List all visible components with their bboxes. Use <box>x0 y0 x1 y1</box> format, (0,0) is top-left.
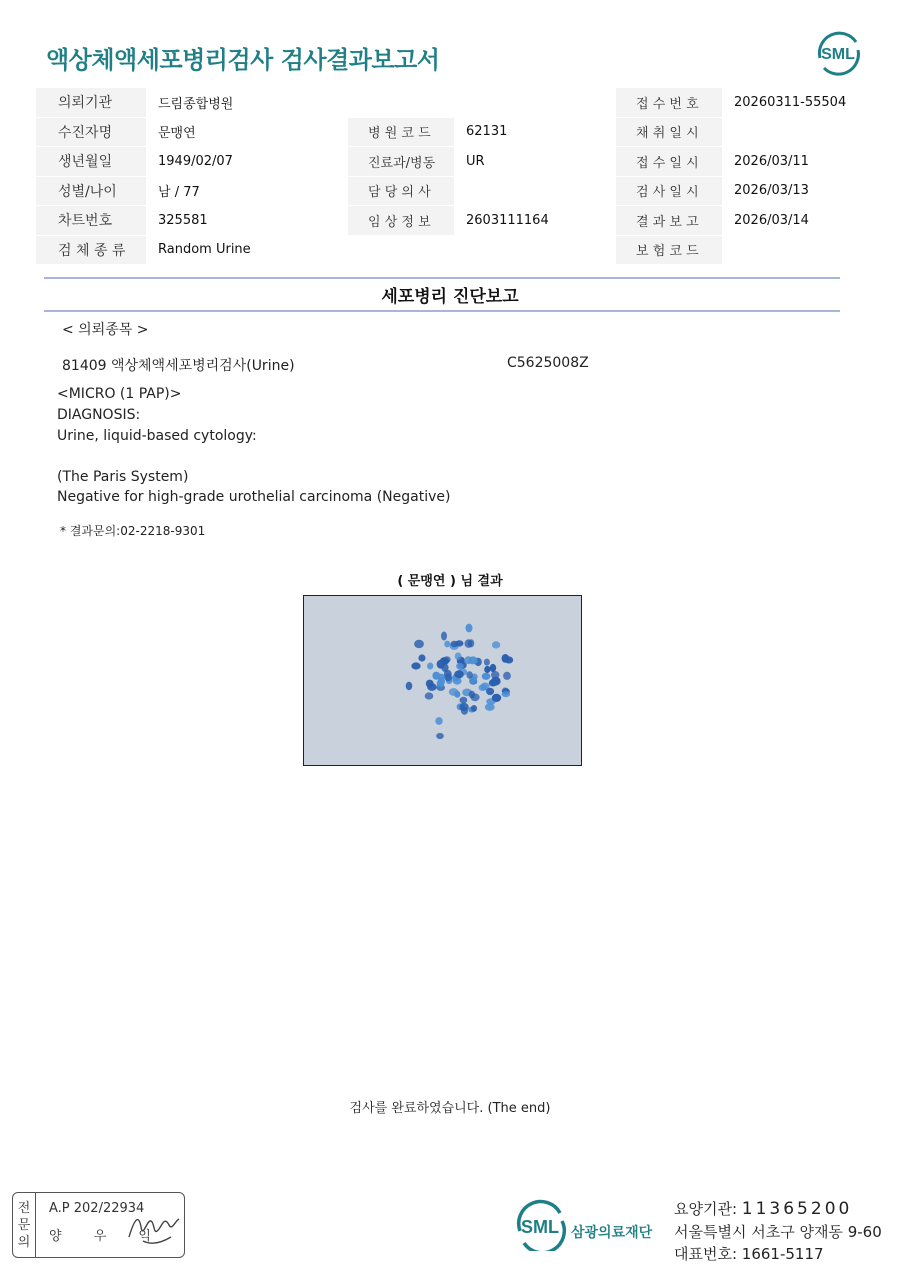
cell-nucleus <box>502 691 510 697</box>
info-value: 드림종합병원 <box>146 88 348 117</box>
info-label: 수진자명 <box>36 117 146 147</box>
photo-caption: ( 문맹연 ) 님 결과 <box>397 574 503 589</box>
sml-footer-logo-icon <box>512 1199 568 1251</box>
cell-nucleus <box>492 641 500 648</box>
cell-nucleus <box>418 654 425 661</box>
info-value: 325581 <box>146 206 348 236</box>
info-value <box>454 88 616 117</box>
info-value: 2026/03/11 <box>722 147 864 177</box>
cell-nucleus <box>444 674 452 682</box>
cell-nucleus <box>486 688 494 695</box>
inquiry-phone: * 결과문의:02-2218-9301 <box>60 524 206 538</box>
info-value: UR <box>454 147 616 177</box>
info-row <box>36 206 864 236</box>
cell-nucleus <box>454 670 464 678</box>
diagnosis-line: (The Paris System) <box>57 469 189 485</box>
info-value <box>722 235 864 265</box>
cell-nucleus <box>406 682 413 690</box>
info-label: 채 취 일 시 <box>616 117 722 147</box>
info-label: 임 상 정 보 <box>348 206 454 236</box>
info-value: 2603111164 <box>454 206 616 236</box>
info-row <box>36 117 864 147</box>
cell-nucleus <box>466 624 473 633</box>
stamp-char: 의 <box>17 1234 31 1250</box>
info-value <box>722 117 864 147</box>
cell-nucleus <box>484 666 490 673</box>
info-label: 병 원 코 드 <box>348 117 454 147</box>
org-code-value: 11365200 <box>741 1199 853 1219</box>
cell-nucleus <box>484 659 490 666</box>
info-value: Random Urine <box>146 235 348 265</box>
info-row <box>36 147 864 177</box>
cell-nucleus <box>453 678 462 685</box>
cell-nucleus <box>492 694 501 702</box>
cell-nucleus <box>425 692 434 699</box>
info-label: 담 당 의 사 <box>348 176 454 206</box>
org-name: 삼광의료재단 <box>571 1225 653 1241</box>
cell-nucleus <box>414 640 424 648</box>
cell-cluster-image <box>304 596 581 765</box>
info-row <box>36 176 864 206</box>
cell-nucleus <box>455 652 462 660</box>
patient-info-table <box>36 88 864 265</box>
signature-icon <box>125 1207 183 1249</box>
cell-nucleus <box>465 639 473 648</box>
info-label: 검 체 종 류 <box>36 235 146 265</box>
info-label: 성별/나이 <box>36 176 146 206</box>
org-address: 서울특별시 서초구 양재동 9-60 <box>674 1223 882 1241</box>
diagnosis-line: <MICRO (1 PAP)> <box>57 386 182 402</box>
info-value <box>454 176 616 206</box>
cell-nucleus <box>479 684 487 691</box>
cell-nucleus <box>427 663 433 670</box>
cell-nucleus <box>440 657 447 663</box>
info-value: 20260311-55504 <box>722 88 864 117</box>
info-label: 접 수 일 시 <box>616 147 722 177</box>
info-value: 문맹연 <box>146 117 348 147</box>
cell-nucleus <box>411 662 420 669</box>
org-phone-value: 1661-5117 <box>741 1245 824 1263</box>
info-label: 보 험 코 드 <box>616 235 722 265</box>
order-code: C5625008Z <box>507 355 589 371</box>
cell-nucleus <box>469 691 475 698</box>
cell-nucleus <box>455 640 463 646</box>
cell-nucleus <box>444 641 450 648</box>
org-code-label: 요양기관: <box>674 1200 738 1218</box>
org-code-line <box>674 1198 852 1219</box>
cell-nucleus <box>460 697 468 704</box>
cell-nucleus <box>441 632 447 641</box>
info-label: 결 과 보 고 <box>616 206 722 236</box>
order-item: 81409 액상체액세포병리검사(Urine) <box>62 358 295 374</box>
info-label: 의뢰기관 <box>36 88 146 117</box>
info-label <box>348 235 454 265</box>
org-phone-line <box>674 1243 824 1264</box>
stamp-ap-number: A.P 202/22934 <box>49 1201 145 1216</box>
end-text: 검사를 완료하였습니다. (The end) <box>349 1101 551 1116</box>
cell-nucleus <box>469 656 478 664</box>
cell-nucleus <box>461 707 468 715</box>
cell-nucleus <box>502 654 510 663</box>
info-value: 2026/03/13 <box>722 176 864 206</box>
info-value: 2026/03/14 <box>722 206 864 236</box>
section-divider-bottom <box>44 310 840 312</box>
info-label <box>348 88 454 117</box>
cell-nucleus <box>437 674 445 682</box>
section-divider-top <box>44 277 840 279</box>
cell-nucleus <box>467 671 473 678</box>
diagnosis-line: Urine, liquid-based cytology: <box>57 428 257 444</box>
info-value: 남 / 77 <box>146 176 348 206</box>
org-phone-label: 대표번호: <box>674 1245 738 1263</box>
stamp-char: 전 <box>17 1200 31 1216</box>
cell-nucleus <box>456 663 464 670</box>
report-title: 액상체액세포병리검사 검사결과보고서 <box>46 46 440 74</box>
info-row <box>36 88 864 117</box>
order-header: < 의뢰종목 > <box>62 322 149 338</box>
info-value: 62131 <box>454 117 616 147</box>
sml-logo-icon <box>812 28 864 76</box>
cell-nucleus <box>482 673 491 680</box>
info-label: 생년월일 <box>36 147 146 177</box>
cell-nucleus <box>454 691 460 698</box>
cytology-photo <box>303 595 582 766</box>
info-value: 1949/02/07 <box>146 147 348 177</box>
stamp-pathologist-name: 양 우 익 <box>49 1229 165 1244</box>
diagnosis-line: DIAGNOSIS: <box>57 407 141 423</box>
svg-text:SML: SML <box>821 46 855 63</box>
cell-nucleus <box>489 679 497 686</box>
pathologist-stamp <box>12 1192 185 1258</box>
info-value <box>454 235 616 265</box>
info-label: 차트번호 <box>36 206 146 236</box>
diagnosis-result: Negative for high-grade urothelial carcinoma (Negative) <box>57 489 451 505</box>
info-label: 진료과/병동 <box>348 147 454 177</box>
info-label: 접 수 번 호 <box>616 88 722 117</box>
cell-nucleus <box>490 664 497 672</box>
cell-nucleus <box>436 733 444 739</box>
cell-nucleus <box>426 680 434 688</box>
section-title: 세포병리 진단보고 <box>381 287 519 307</box>
info-label: 검 사 일 시 <box>616 176 722 206</box>
cell-nucleus <box>503 672 511 680</box>
stamp-char: 문 <box>17 1217 31 1233</box>
info-row <box>36 235 864 265</box>
cell-nucleus <box>435 717 442 725</box>
stamp-side-label <box>13 1193 36 1257</box>
cell-nucleus <box>491 671 499 679</box>
footer-logo-text: SML <box>521 1217 559 1237</box>
cell-nucleus <box>471 705 477 712</box>
